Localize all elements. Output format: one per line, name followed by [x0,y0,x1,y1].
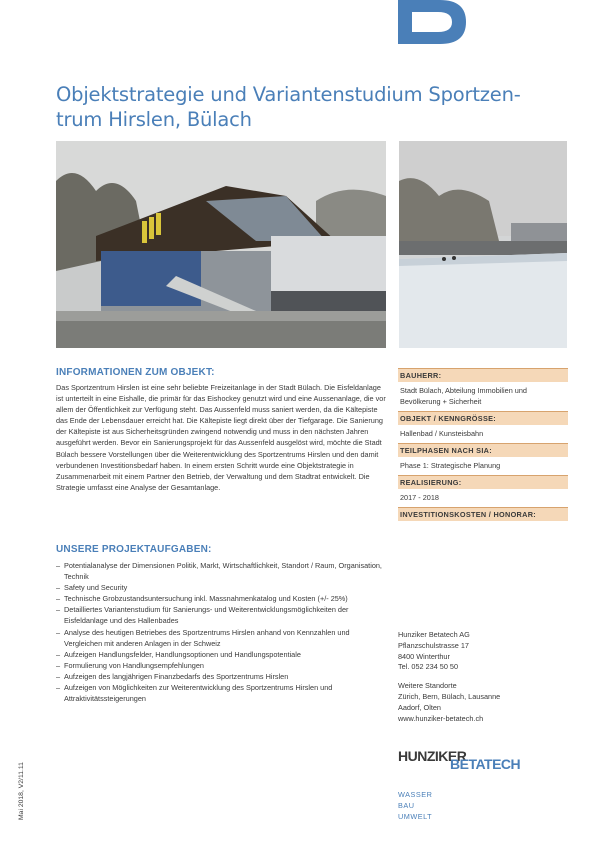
tasks-heading: UNSERE PROJEKTAUFGABEN: [56,544,212,555]
company-info [398,630,568,724]
tagline-wasser: WASSER [398,790,433,799]
list-item: – Technische Grobzustandsuntersuchung inkl. Massnahmenkatalog und Kosten (+/- 25%) [56,593,386,604]
detail-value-teilphasen: Phase 1: Strategische Planung [400,461,501,470]
list-item: – Safety und Security [56,582,386,593]
other-sites-2: Aadorf, Olten [398,702,441,712]
detail-label-teilphasen: TEILPHASEN NACH SIA: [398,443,568,457]
document-code: Mai 2018, V2/11.11 [18,762,25,820]
list-item: – Aufzeigen Handlungsfelder, Handlungsoptionen und Handlungspotentiale [56,649,386,660]
list-item: – Detailliertes Variantenstudium für Sanierungs- und Weiterentwicklungsmöglichkeiten der Eisfeldanlage und des Hallenbades [56,604,386,626]
ice-rink-photo [399,141,567,348]
info-heading: INFORMATIONEN ZUM OBJEKT: [56,367,215,378]
hunziker-betatech-logo [398,747,521,772]
company-name: Hunziker Betatech AG [398,630,470,639]
company-website-link[interactable]: www.hunziker-betatech.ch [398,713,484,723]
list-item: – Aufzeigen des langjährigen Finanzbedarfs des Sportzentrums Hirslen [56,671,386,682]
detail-label-bauherr: BAUHERR: [398,368,568,382]
detail-label-investitionskosten: INVESTITIONSKOSTEN / HONORAR: [398,507,568,521]
detail-value-objekt: Hallenbad / Kunsteisbahn [400,429,484,438]
tagline-umwelt: UMWELT [398,811,433,821]
detail-label-objekt: OBJEKT / KENNGRÖSSE: [398,411,568,425]
detail-value-realisierung: 2017 - 2018 [400,493,439,502]
detail-value-bauherr: Stadt Bülach, Abteilung Immobilien und Bevölkerung + Sicherheit [400,386,527,406]
list-item: – Formulierung von Handlungsempfehlungen [56,660,386,671]
sports-center-photo [56,141,386,348]
other-sites-heading: Weitere Standorte [398,681,457,691]
company-phone: Tel. 052 234 50 50 [398,662,459,672]
page-title: Objektstrategie und Variantenstudium Sportzen- trum Hirslen, Bülach [56,83,521,131]
logo-text-betatech: BETATECH [450,756,521,772]
logo-text-hunziker: HUNZIKER [398,748,467,764]
other-sites: Zürich, Bern, Bülach, Lausanne [398,691,501,701]
detail-label-realisierung: REALISIERUNG: [398,475,568,489]
logo-mark [398,0,466,44]
company-street: Pflanzschulstrasse 17 [398,640,469,650]
list-item: – Potentialanalyse der Dimensionen Politik, Markt, Wirtschaftlichkeit, Standort / Raum, Organisation, Technik [56,560,386,582]
list-item: – Analyse des heutigen Betriebes des Sportzentrums Hirslen anhand von Kennzahlen und Vergleichen mit anderen Anlagen in der Schweiz [56,627,386,649]
info-text: Das Sportzentrum Hirslen ist eine sehr beliebte Freizeitanlage in der Stadt Bülach. Die Eisfeldanlage ist unterteilt in eine Eishalle, die primär für das Eishockey genutzt wird und eine Aussenanlage, die vor allem der Öffentlichkeit zur Verfügung steht. Das Aussenfeld muss saniert werden, da die Kältepiste das Ende der Lebensdauer erreicht hat. Die Kältepiste liegt direkt über der Tiefgarage. Die Sanierung der Kältepiste ist aus Sicherheitsgründen zwingend notwendig und muss in den nächsten Jahren ausgeführt werden. Bevor ein Sanierungsprojekt für das Aussenfeld ausgelöst wird, möchte die Stadt Bülach bessere Vorstellungen über die Weiterentwicklung des Sportzentrums Hirslen und den damit verbundenen Investitionsbedarf haben. In einem ersten Schritt wurde eine Objektstrategie in Zusammenarbeit mit einem Partner den Betrieb, der Verwaltung und dem Stadtrat entwickelt. Die Strategie umfasst eine Analyse der Gesamtanlage. [56,383,386,492]
brand-tagline [398,790,432,822]
tagline-bau: BAU [398,800,415,810]
project-details [398,368,568,528]
list-item: – Aufzeigen von Möglichkeiten zur Weiterentwicklung des Sportzentrums Hirslen und Attraktivitätssteigerungen [56,682,386,704]
company-city: 8400 Winterthur [398,651,450,661]
tasks-list [56,560,386,704]
detail-value-investitionskosten [398,521,568,528]
